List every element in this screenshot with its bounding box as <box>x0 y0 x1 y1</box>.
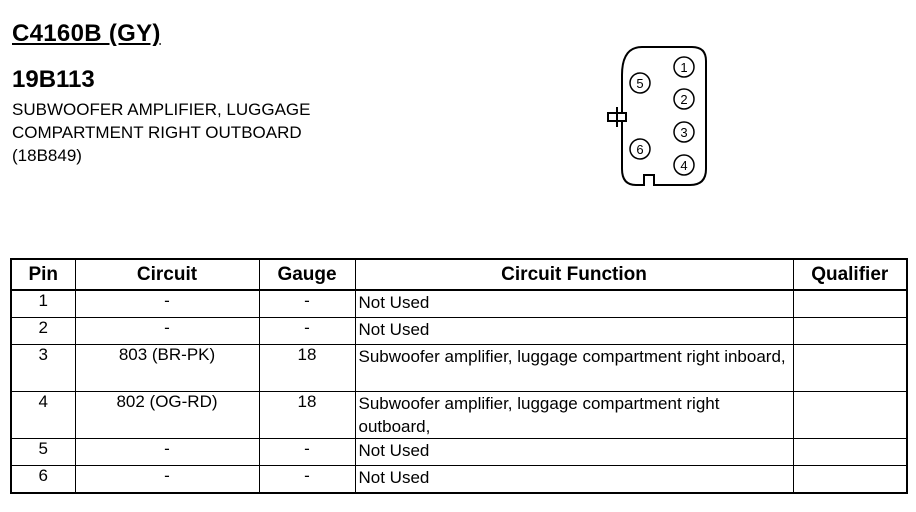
cell-qualifier <box>793 466 907 494</box>
cell-function: Not Used <box>355 318 793 345</box>
cell-circuit: - <box>75 290 259 318</box>
description-line-3: (18B849) <box>12 146 82 165</box>
cell-circuit: 803 (BR-PK) <box>75 345 259 392</box>
header-gauge: Gauge <box>259 259 355 290</box>
pin-3-label: 3 <box>680 125 688 140</box>
cell-function: Not Used <box>355 466 793 494</box>
cell-function: Not Used <box>355 439 793 466</box>
pin-6 <box>630 139 650 159</box>
cell-qualifier <box>793 318 907 345</box>
cell-circuit: - <box>75 439 259 466</box>
cell-pin: 3 <box>11 345 75 392</box>
connector-title: C4160B (GY) <box>12 20 161 47</box>
description-line-2: COMPARTMENT RIGHT OUTBOARD <box>12 123 302 142</box>
cell-circuit: 802 (OG-RD) <box>75 392 259 439</box>
table-row <box>11 392 907 439</box>
cell-pin: 5 <box>11 439 75 466</box>
description-line-1: SUBWOOFER AMPLIFIER, LUGGAGE <box>12 100 311 119</box>
pin-4-label: 4 <box>680 158 688 173</box>
cell-function: Subwoofer amplifier, luggage compartment right outboard, <box>355 392 793 439</box>
cell-pin: 2 <box>11 318 75 345</box>
cell-circuit: - <box>75 466 259 494</box>
pin-5-label: 5 <box>636 76 644 91</box>
table-row <box>11 345 907 392</box>
pin-6-label: 6 <box>636 142 644 157</box>
cell-qualifier <box>793 345 907 392</box>
header-qualifier: Qualifier <box>793 259 907 290</box>
connector-face-diagram <box>600 45 720 195</box>
cell-gauge: 18 <box>259 345 355 392</box>
pinout-table <box>10 258 908 494</box>
cell-pin: 1 <box>11 290 75 318</box>
header-circuit: Circuit <box>75 259 259 290</box>
cell-qualifier <box>793 439 907 466</box>
header-pin: Pin <box>11 259 75 290</box>
part-number: 19B113 <box>12 66 95 93</box>
cell-circuit: - <box>75 318 259 345</box>
pin-1 <box>674 57 694 77</box>
cell-function: Subwoofer amplifier, luggage compartment right inboard, <box>355 345 793 392</box>
pin-3 <box>674 122 694 142</box>
cell-qualifier <box>793 290 907 318</box>
pin-4 <box>674 155 694 175</box>
cell-gauge: 18 <box>259 392 355 439</box>
pin-2-label: 2 <box>680 92 688 107</box>
table-row <box>11 439 907 466</box>
cell-function: Not Used <box>355 290 793 318</box>
table-row <box>11 318 907 345</box>
cell-gauge: - <box>259 318 355 345</box>
pin-1-label: 1 <box>680 60 688 75</box>
table-header-row <box>11 259 907 290</box>
pin-5 <box>630 73 650 93</box>
table-row <box>11 466 907 494</box>
pin-2 <box>674 89 694 109</box>
cell-pin: 6 <box>11 466 75 494</box>
cell-pin: 4 <box>11 392 75 439</box>
header-circuit-function: Circuit Function <box>355 259 793 290</box>
cell-gauge: - <box>259 439 355 466</box>
table-row <box>11 290 907 318</box>
cell-qualifier <box>793 392 907 439</box>
cell-gauge: - <box>259 290 355 318</box>
cell-gauge: - <box>259 466 355 494</box>
